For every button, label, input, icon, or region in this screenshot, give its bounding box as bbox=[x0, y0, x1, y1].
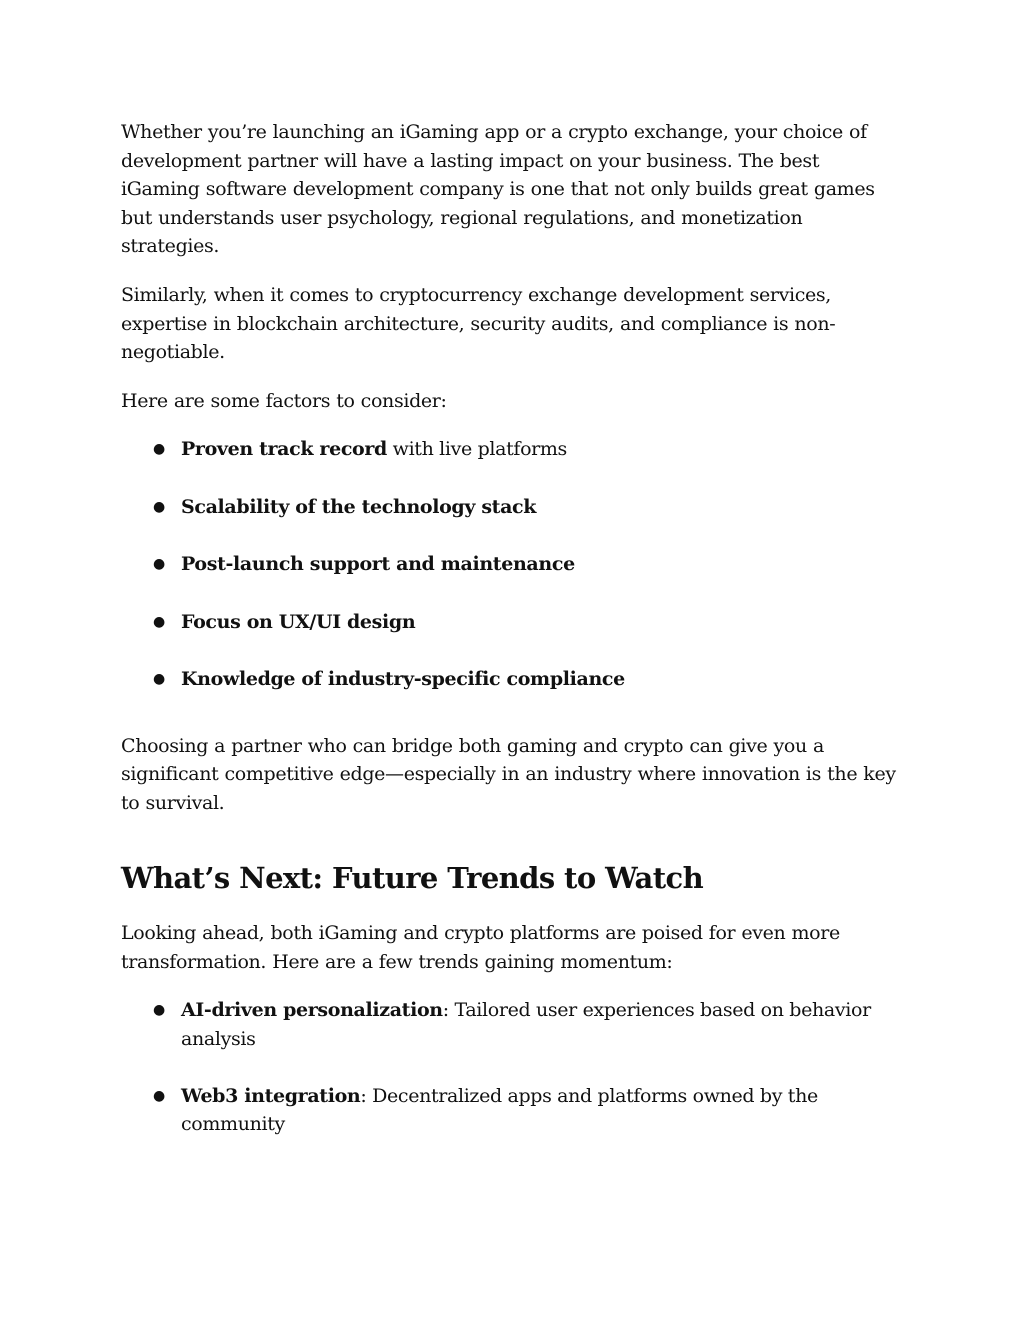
section-heading: What’s Next: Future Trends to Watch bbox=[121, 861, 704, 896]
trends-intro: Looking ahead, both iGaming and crypto platforms are poised for even more transformation. Here are a few trends gaining momentum: bbox=[121, 922, 840, 973]
list-item-text: : Decentralized apps and platforms owned by the community bbox=[181, 1084, 818, 1136]
list-item bbox=[121, 996, 901, 1053]
crypto-paragraph: Similarly, when it comes to cryptocurrency exchange development services, expertise in blockchain architecture, security audits, and compliance is non-negotiable. bbox=[121, 283, 836, 364]
trends-list bbox=[121, 996, 901, 1138]
intro-paragraph: Whether you’re launching an iGaming app or a crypto exchange, your choice of development partner will have a lasting impact on your business. The best iGaming software development company is one that not only builds great games but understands user psychology, regional regulations, and monetization strategies. bbox=[121, 121, 875, 258]
list-item-bold: Knowledge of industry-specific compliance bbox=[181, 667, 625, 690]
list-item bbox=[121, 1082, 901, 1139]
list-item bbox=[121, 435, 901, 464]
bullet-icon: ● bbox=[153, 441, 165, 458]
partner-paragraph: Choosing a partner who can bridge both gaming and crypto can give you a significant competitive edge—especially in an industry where innovation is the key to survival. bbox=[121, 734, 896, 814]
list-item-bold: Web3 integration bbox=[181, 1084, 361, 1107]
list-item bbox=[121, 550, 901, 579]
list-item bbox=[121, 608, 901, 637]
list-item-text: with live platforms bbox=[386, 438, 567, 461]
list-item-bold: AI-driven personalization bbox=[181, 999, 443, 1022]
document-body bbox=[121, 118, 901, 1167]
bullet-icon: ● bbox=[153, 1087, 165, 1104]
list-item-bold: Post-launch support and maintenance bbox=[181, 553, 575, 576]
list-item-bold: Focus on UX/UI design bbox=[181, 610, 416, 633]
factors-intro: Here are some factors to consider: bbox=[121, 389, 447, 412]
bullet-icon: ● bbox=[153, 1002, 165, 1019]
list-item-bold: Proven track record bbox=[181, 438, 387, 461]
bullet-icon: ● bbox=[153, 670, 165, 687]
bullet-icon: ● bbox=[153, 556, 165, 573]
bullet-icon: ● bbox=[153, 498, 165, 515]
list-item-text: : Tailored user experiences based on behavior analysis bbox=[181, 999, 871, 1051]
list-item bbox=[121, 665, 901, 694]
list-item-bold: Scalability of the technology stack bbox=[181, 495, 537, 518]
factors-list bbox=[121, 435, 901, 693]
list-item bbox=[121, 493, 901, 522]
bullet-icon: ● bbox=[153, 613, 165, 630]
